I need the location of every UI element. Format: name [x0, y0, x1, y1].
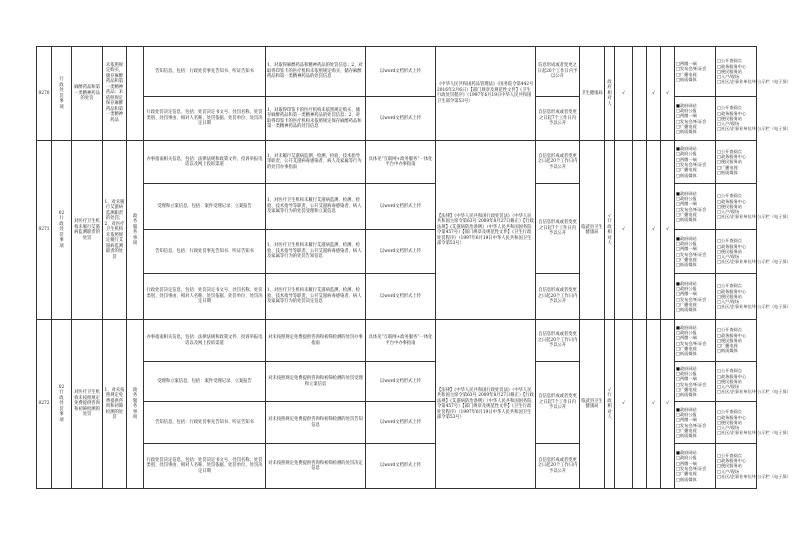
publish-method: 具体见“互联网+政务服务”一体化平台中办事指南	[368, 335, 433, 346]
publish-level: √行政相对人	[607, 213, 612, 246]
publish-unit: 临武县卫生健康局	[581, 224, 603, 235]
publish-time: 自信息形成或者变更之日起7个工作日内予以公开	[538, 110, 577, 127]
channel-list: □公开查阅点 □政务服务中心 □便民服务站 □入户/现场 □社区/企事业单位/村公示栏（电子屏）	[716, 274, 757, 320]
publish-method: 以word文档形式上传	[379, 378, 422, 384]
channel-list: □公开查阅点 □政务服务中心 □便民服务站 □入户/现场 □社区/企事业单位/村公示栏（电子屏）	[716, 402, 757, 444]
publish-requirement: 办事指南相关信息，包括：法律法规和政策文件、投诉举报电话以及网上投诉渠道	[146, 156, 263, 167]
channel-list: ■政府网站 □政府公报 □两微一端 □发布会/听证会 □广播电视 □纸质媒体	[675, 444, 716, 489]
sub-item-text: 未依照规定购买、储存麻醉药品和第一类精神药品；未依照规定保存麻醉药品和第一类精神药品	[105, 62, 124, 123]
check-mark: √	[666, 90, 669, 96]
publish-requirement: 行政处罚决定信息，包括：处罚决定书文号、处罚名称、处罚类别、处罚事由、相对人名称、处罚依据、处罚单位、处罚决定日期	[146, 110, 263, 127]
document-page	[36, 46, 791, 530]
channel-list: ■政府网站 □政府公报 □两微一端 □发布会/听证会 □广播电视 □纸质媒体	[675, 184, 716, 230]
publish-content: 对未按照规定免费提供咨询和初筛检测的处罚决定信息	[268, 460, 363, 471]
publish-level: 政府相对人	[607, 79, 612, 107]
publish-requirement: 行政处罚决定信息，包括：处罚决定书文号、处罚名称、处罚类别、处罚事由、相对人名称、处罚依据、处罚单位、处罚决定日期	[146, 457, 263, 474]
channel-list: ■政府网站 □政府公报 □两微一端 □发布会/听证会 □广播电视 □纸质媒体	[675, 362, 716, 402]
channel-list: □公开查阅点 □政务服务中心 □便民服务站 □入户/现场 □社区/企事业单位/村公示栏（电子屏）	[716, 97, 757, 141]
publish-requirement: 办事指南相关信息，包括：法律法规和政策文件、投诉举报电话以及网上投诉渠道	[146, 335, 263, 346]
table-row	[37, 47, 757, 97]
publish-method: 以word文档形式上传	[379, 68, 422, 74]
check-mark: √	[622, 90, 625, 96]
publish-method: 以word文档形式上传	[379, 203, 422, 209]
publish-time: 自信息形成或者变更之日起20个工作日内予以公开	[537, 153, 578, 170]
table-row	[37, 141, 757, 184]
category-label: 02行政处罚事项	[58, 210, 65, 249]
service-label: 政务服务事项	[132, 387, 138, 420]
channel-list: ■政府网站 □政府公报 □两微一端 □发布会/听证会 □广播电视 □纸质媒体	[675, 274, 716, 320]
channel-list: ■政府网站 □政府公报 □两微一端 □发布会/听证会 □广播电视 □纸质媒体	[675, 402, 716, 444]
publish-content: 1、对医疗卫生机构未履行艾滋病监测、检测、检验、技术指导等职责，公开艾滋病毒感染者、病人及家属等行为的处罚告知信息	[267, 243, 362, 260]
sub-item-text: 1、对未按照规定免费提供咨询和初筛检测的处罚	[104, 387, 125, 420]
publish-requirement: 行政处罚决定信息，包括：处罚决定书文号、处罚名称、处罚类别、处罚事由、相对人名称、处罚依据、处罚单位、处罚决定日期	[146, 288, 263, 305]
publish-time: 信息形成或者变更之日起20个工作日内予以公开	[537, 63, 578, 80]
legal-basis: 【法律】《中华人民共和国行政处罚法》（中华人民共和国主席令第63号 2009年8月27日修正）【行政法规】《艾滋病防治条例》（中华人民共和国国务院令第457号）【部门规章及规范性文件】《卫生行政处罚程序》（1997年6月19日中华人民共和国卫生部令第53号）	[437, 387, 534, 420]
sub-item-text: 1、对未履行艾滋病监测职责的处罚；2、对医疗卫生机构未依照规定履行艾滋病监测职责的处罚	[104, 199, 125, 260]
publish-requirement: 告知信息，包括：行政处罚事先告知书、听证告知书	[155, 68, 254, 74]
publish-method: 以word文档形式上传	[379, 419, 422, 425]
publish-content: 对未按照规定免费提供咨询和初筛检测的处罚告知信息	[268, 417, 363, 428]
legal-basis: 【法律】《中华人民共和国行政处罚法》（中华人民共和国主席令第63号 2009年8月27日修正）【行政法规】《艾滋病防治条例》（中华人民共和国国务院令第457号）【部门规章及规范性文件】《卫生行政处罚程序》（1997年6月19日中华人民共和国卫生部令第53号）	[437, 213, 534, 246]
publish-requirement: 受理和立案信息，包括：案件受理记录、立案报告	[157, 203, 252, 209]
check-mark: √	[652, 401, 655, 407]
check-mark: √	[666, 227, 669, 233]
publish-content: 对未按照规定免费提供咨询和初筛检测的处罚受理和立案信息	[268, 376, 363, 387]
publish-time: 自信息形成或者变更之日起20个工作日内予以公开	[537, 288, 578, 305]
seq-number: 0271	[38, 227, 50, 233]
publish-method: 以word文档形式上传	[379, 293, 422, 299]
publish-time: 自信息形成或者变更之日起20个工作日内予以公开	[537, 457, 578, 474]
channel-list: □公开查阅点 □政务服务中心 □便民服务站 □广播电视 □纸质媒体	[716, 141, 757, 184]
publish-content: 1、对取得印鉴卡的医疗机构未依照规定购买、储存麻醉药品和第一类精神药品的处罚信息；2、对取得印鉴卡的医疗机构未依照规定保存麻醉药品和第一类精神药品的处罚信息	[267, 107, 362, 129]
publish-time: 自信息形成或者变更之日起20个工作日内予以公开	[537, 332, 578, 349]
check-mark: √	[652, 90, 655, 96]
channel-list: □公开查阅点 □政务服务中心 □便民服务站 □入户/现场 □社区/企事业单位/村公示栏（电子屏）	[716, 47, 757, 97]
check-mark: √	[622, 227, 625, 233]
table-row	[37, 320, 757, 362]
publish-time: 自信息形成或者变更之日起7个工作日内予以公开	[538, 220, 577, 237]
publish-unit: 卫生健康局	[581, 90, 603, 96]
publish-level: √行政相对人	[607, 387, 612, 420]
channel-list: ■政府网站 □政府公报 □两微一端 □发布会/听证会 □广播电视 □纸质媒体	[675, 141, 716, 184]
subject-text: 麻醉药品和第一类精神药品的处罚	[74, 85, 100, 102]
publish-time: 自信息形成或者变更之日起7个工作日内予以公开	[538, 394, 577, 411]
channel-list: □两微一端 □发布会/听证会 □广播电视 □纸质媒体	[675, 47, 716, 97]
seq-number: 0270	[38, 90, 50, 96]
legal-basis: 《中华人民共和国药品管理法》（国务院令第442号 2016年2月6日）【部门规章及规范性文件】《卫生行政处罚程序》（1997年6月19日中华人民共和国卫生部令第53号）	[437, 82, 534, 104]
channel-list: ■政府网站 □政府公报 □两微一端 □发布会/听证会 □广播电视 □纸质媒体	[675, 320, 716, 362]
publish-method: 以word文档形式上传	[379, 115, 422, 121]
disclosure-standard-table	[36, 46, 791, 489]
category-label: 02行政处罚事项	[58, 384, 65, 423]
publish-unit: 临武县卫生健康局	[581, 398, 603, 409]
channel-list: ■政府网站 □政府公报 □两微一端 □发布会/听证会 □广播电视 □纸质媒体	[675, 97, 716, 141]
publish-content: 对未按照规定免费提供咨询和初筛检测的处罚办事指南	[268, 335, 363, 346]
channel-list: □公开查阅点 □政务服务中心 □便民服务站 □入户/现场 □社区/企事业单位/村公示栏（电子屏）	[716, 362, 757, 402]
channel-list: □公开查阅点 □政务服务中心 □便民服务站 □入户/现场 □社区/企事业单位/村公示栏（电子屏）	[716, 444, 757, 489]
publish-requirement: 受理和立案信息，包括：案件受理记录、立案报告	[157, 378, 252, 384]
publish-content: 1、对医疗卫生机构未履行艾滋病监测、检测、检验、技术指导等职责，公开艾滋病毒感染者、病人及家属等行为的处罚受理和立案信息	[267, 198, 362, 215]
channel-list: □公开查阅点 □政务服务中心 □便民服务站 □入户/现场 □社区/企事业单位/村公示栏（电子屏）	[716, 184, 757, 230]
publish-method: 具体见“互联网+政务服务”一体化平台中办事指南	[368, 156, 433, 167]
channel-list: ■政府网站 □政府公报 □两微一端 □发布会/听证会 □广播电视 □纸质媒体	[675, 230, 716, 274]
check-mark: √	[622, 401, 625, 407]
check-mark: √	[652, 227, 655, 233]
channel-list: □公开查阅点 □政务服务中心 □便民服务站 □广播电视 □纸质媒体	[716, 320, 757, 362]
publish-requirement: 告知信息，包括：行政处罚事先告知书、听证告知书	[155, 248, 254, 254]
service-label: 政务服务事项	[132, 213, 138, 246]
subject-text: 对医疗卫生机构未按照规定免费提供咨询和初筛检测的处罚	[74, 390, 100, 418]
check-mark: √	[666, 401, 669, 407]
publish-method: 以word文档形式上传	[379, 248, 422, 254]
seq-number: 0272	[38, 401, 50, 407]
publish-requirement: 告知信息，包括：行政处罚事先告知书、听证告知书	[155, 419, 254, 425]
publish-content: 1、对医疗卫生机构未履行艾滋病监测、检测、检验、技术指导等职责，公开艾滋病毒感染者、病人及家属等行为的处罚决定信息	[267, 288, 362, 305]
publish-content: 1、对取得麻醉药品和精神药品的处罚信息；2、对取得印鉴卡的医疗机构未依照规定购买、储存麻醉药品和第一类精神药品的处罚信息	[267, 63, 363, 80]
publish-content: 1、对未履行艾滋病监测、检测、检验、技术指导等职责，公开艾滋病毒感染者、病人及家属等行为的处罚办事指南	[267, 153, 362, 170]
channel-list: □公开查阅点 □政务服务中心 □便民服务站 □入户/现场 □社区/企事业单位/村公示栏（电子屏）	[716, 230, 757, 274]
subject-text: 对医疗卫生机构未履行艾滋病监测职责的处罚	[74, 219, 100, 241]
category-label: 行政处罚事项	[59, 77, 64, 110]
publish-method: 以word文档形式上传	[379, 463, 422, 469]
